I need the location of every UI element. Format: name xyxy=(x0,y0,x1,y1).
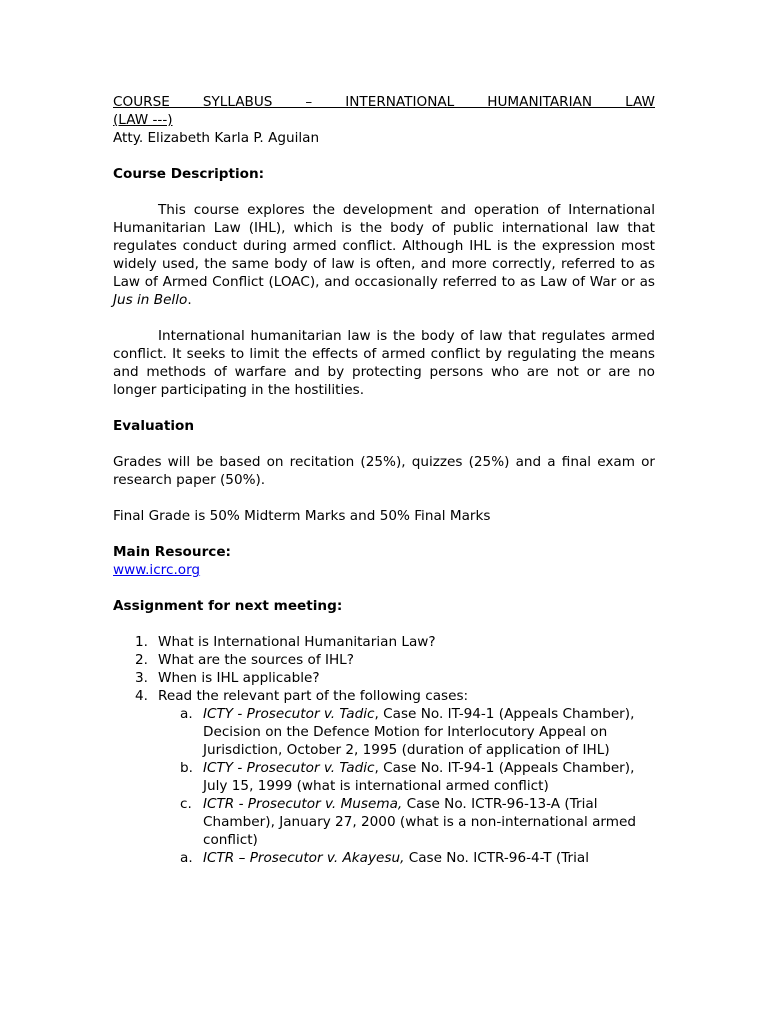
icrc-link[interactable]: www.icrc.org xyxy=(113,562,201,578)
case-item xyxy=(113,759,655,795)
list-item xyxy=(113,687,655,705)
case-details: , Case No. IT-94-1 (Appeals Chamber), Decision on the Defence Motion for Interlocutory Appeal on Jurisdiction, October 2, 1995 (duration of application of IHL) xyxy=(203,706,635,758)
paragraph-end: . xyxy=(187,292,192,308)
document-title: COURSE SYLLABUS – INTERNATIONAL HUMANITARIAN LAW xyxy=(113,94,655,110)
case-letter: a. xyxy=(180,706,193,722)
list-item xyxy=(113,669,655,687)
list-item-text: Read the relevant part of the following cases: xyxy=(158,688,469,704)
paragraph-text: This course explores the development and operation of International Humanitarian Law (IHL), which is the body of public international law that regulates conduct during armed conflict. Although IHL is the expression most widely used, the same body of law is often, and more correctly, referred to as Law of Armed Conflict (LOAC), and occasionally referred to as Law of War or as xyxy=(113,202,655,290)
list-item-text: What is International Humanitarian Law? xyxy=(158,634,436,650)
evaluation-paragraph: Grades will be based on recitation (25%), quizzes (25%) and a final exam or research paper (50%). xyxy=(113,454,655,488)
case-details: , Case No. IT-94-1 (Appeals Chamber), July 15, 1999 (what is international armed conflict) xyxy=(203,760,635,794)
list-number: 4. xyxy=(135,688,148,704)
list-item-text: What are the sources of IHL? xyxy=(158,652,354,668)
list-number: 1. xyxy=(135,634,148,650)
course-description-paragraph-2: International humanitarian law is the body of law that regulates armed conflict. It seeks to limit the effects of armed conflict by regulating the means and methods of warfare and by protecting persons who are not or are no longer participating in the hostilities. xyxy=(113,328,655,398)
list-item xyxy=(113,651,655,669)
case-letter: b. xyxy=(180,760,193,776)
assignment-list xyxy=(113,633,655,705)
jus-in-bello-term: Jus in Bello xyxy=(113,292,188,308)
list-item xyxy=(113,633,655,651)
case-letter: a. xyxy=(180,850,193,866)
case-item xyxy=(113,849,655,867)
case-letter: c. xyxy=(180,796,192,812)
document-title-course-code: (LAW ---) xyxy=(113,112,173,128)
list-item-text: When is IHL applicable? xyxy=(158,670,320,686)
list-number: 2. xyxy=(135,652,148,668)
main-resource-heading: Main Resource: xyxy=(113,544,231,560)
case-item xyxy=(113,705,655,759)
case-details: Case No. ICTR-96-4-T (Trial xyxy=(404,850,590,866)
case-title: ICTR – Prosecutor v. Akayesu, xyxy=(203,850,405,866)
case-item xyxy=(113,795,655,849)
course-description-paragraph-1 xyxy=(113,201,655,309)
list-number: 3. xyxy=(135,670,148,686)
case-title: ICTY - Prosecutor v. Tadic xyxy=(203,760,375,776)
case-title: ICTR - Prosecutor v. Musema, xyxy=(203,796,403,812)
course-description-heading: Course Description: xyxy=(113,166,265,182)
assignment-heading: Assignment for next meeting: xyxy=(113,598,343,614)
case-title: ICTY - Prosecutor v. Tadic xyxy=(203,706,375,722)
document-body xyxy=(113,93,655,867)
case-details: Case No. ICTR-96-13-A (Trial Chamber), January 27, 2000 (what is a non-international armed conflict) xyxy=(203,796,636,848)
evaluation-heading: Evaluation xyxy=(113,418,195,434)
case-list xyxy=(113,705,655,867)
instructor-name: Atty. Elizabeth Karla P. Aguilan xyxy=(113,130,320,146)
final-grade-paragraph: Final Grade is 50% Midterm Marks and 50% Final Marks xyxy=(113,508,491,524)
